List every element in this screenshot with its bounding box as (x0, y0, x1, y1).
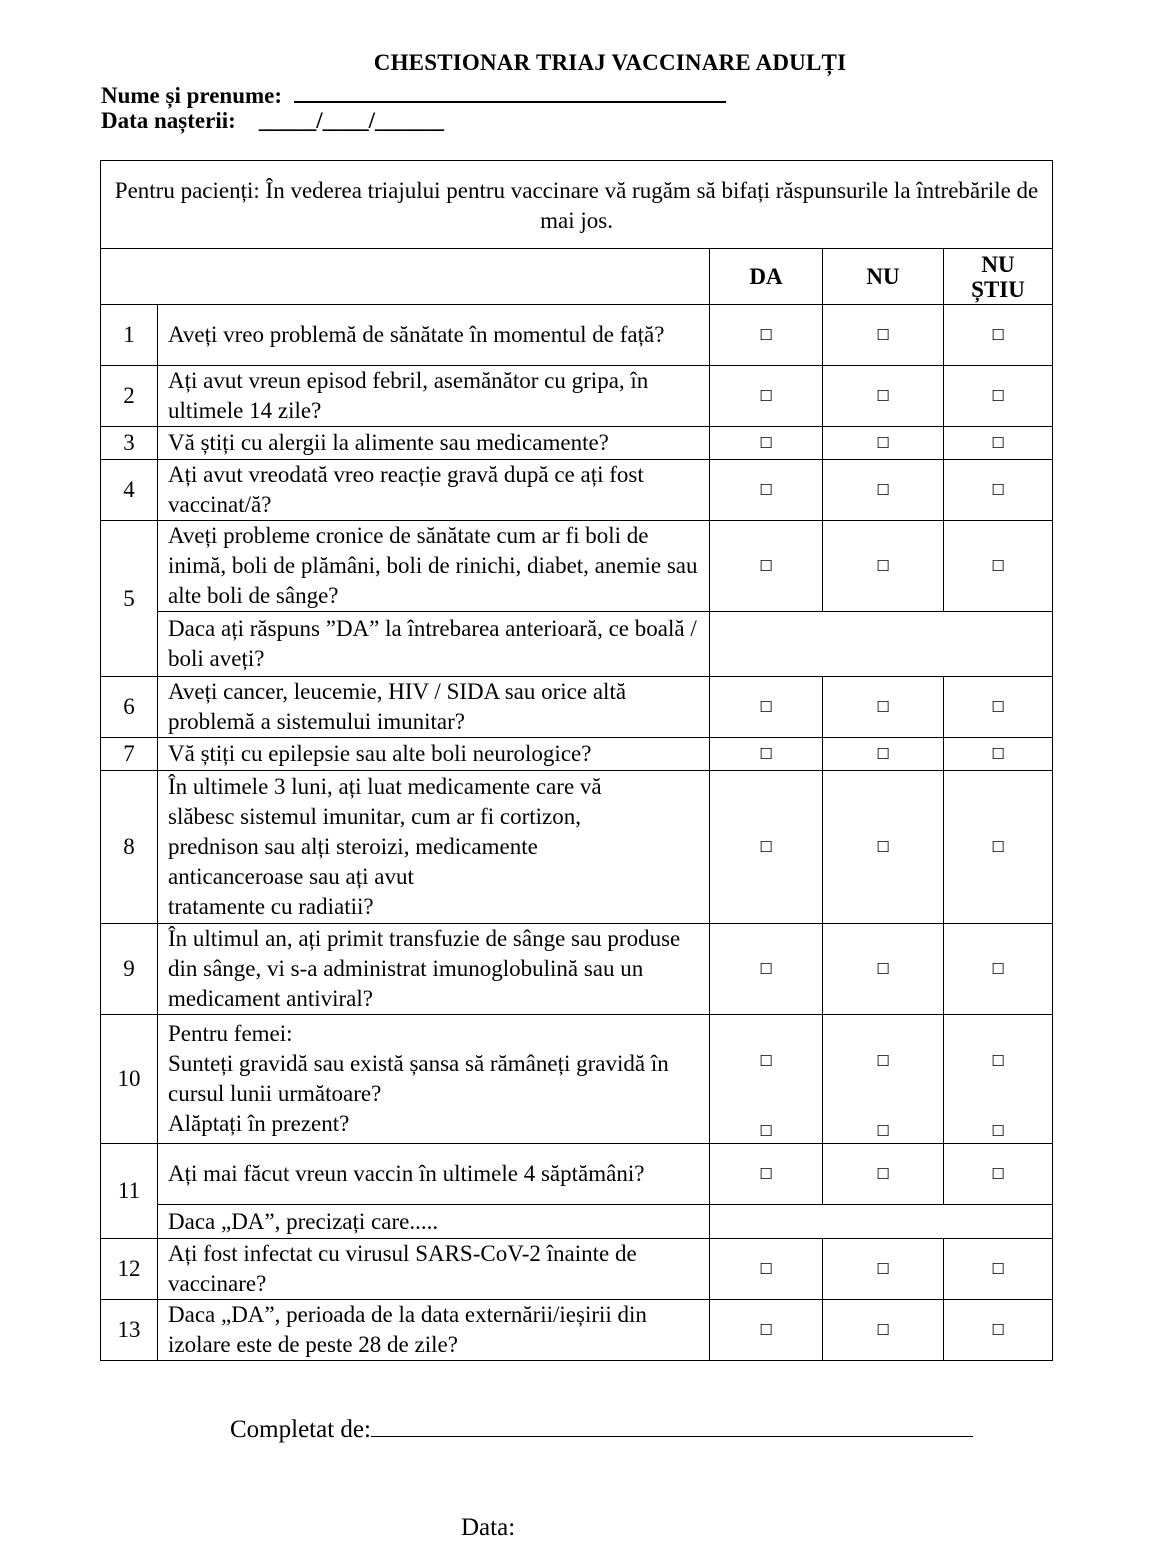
question-line: Sunteți gravidă sau există șansa să rămâneți gravidă în cursul lunii următoare? (168, 1051, 669, 1106)
checkbox-nu-stiu[interactable]: ☐ (944, 427, 1053, 460)
checkbox-da[interactable]: ☐ (710, 771, 823, 924)
checkbox-nu-stiu[interactable]: ☐ (991, 1122, 1005, 1140)
question-line: Pentru femei: (168, 1021, 293, 1046)
checkbox-nu-stiu[interactable]: ☐ (944, 738, 1053, 771)
dob-label: Data nașterii: (101, 108, 236, 133)
question-line: În ultimele 3 luni, ați luat medicamente care vă (168, 774, 602, 799)
checkbox-nu-stiu[interactable]: ☐ (944, 366, 1053, 427)
questionnaire-table (100, 160, 1053, 1361)
question-text: Ați fost infectat cu virusul SARS-CoV-2 înainte de vaccinare? (158, 1239, 710, 1300)
checkbox-da[interactable]: ☐ (710, 1239, 823, 1300)
row-number: 10 (101, 1015, 158, 1144)
row-number: 5 (101, 521, 158, 677)
table-row (101, 460, 1053, 521)
table-row-sub (101, 1205, 1053, 1239)
table-row (101, 677, 1053, 738)
intro-text: Pentru pacienți: În vederea triajului pentru vaccinare vă rugăm să bifați răspunsurile la întrebările de mai jos. (101, 161, 1053, 249)
checkbox-nu[interactable]: ☐ (823, 427, 944, 460)
name-label: Nume și prenume: (101, 83, 283, 108)
question-text: Ați mai făcut vreun vaccin în ultimele 4 săptămâni? (158, 1144, 710, 1205)
question-line: prednison sau alți steroizi, medicamente (168, 834, 538, 859)
checkbox-da[interactable]: ☐ (710, 366, 823, 427)
checkbox-nu-stiu[interactable]: ☐ (944, 305, 1053, 366)
question-line: anticanceroase sau ați avut (168, 864, 414, 889)
checkbox-nu-group (823, 1015, 944, 1144)
table-row (101, 521, 1053, 612)
row-number: 1 (101, 305, 158, 366)
checkbox-nu[interactable]: ☐ (823, 305, 944, 366)
checkbox-nu-stiu[interactable]: ☐ (991, 1052, 1005, 1070)
checkbox-da-group (710, 1015, 823, 1144)
checkbox-nu[interactable]: ☐ (823, 1144, 944, 1205)
row-number: 6 (101, 677, 158, 738)
question-text: Daca „DA”, perioada de la data externării/ieșirii din izolare este de peste 28 de zile? (158, 1300, 710, 1361)
question-line: Alăptați în prezent? (168, 1111, 350, 1136)
table-row (101, 771, 1053, 924)
checkbox-nu[interactable]: ☐ (823, 1300, 944, 1361)
table-row (101, 1239, 1053, 1300)
checkbox-nu-stiu[interactable]: ☐ (944, 460, 1053, 521)
completed-by-line[interactable] (371, 1416, 973, 1437)
checkbox-nu[interactable]: ☐ (876, 1052, 890, 1070)
checkbox-nu-stiu[interactable]: ☐ (944, 677, 1053, 738)
checkbox-nu-stiu[interactable]: ☐ (944, 1300, 1053, 1361)
question-text: Ați avut vreun episod febril, asemănător cu gripa, în ultimele 14 zile? (158, 366, 710, 427)
checkbox-da[interactable]: ☐ (710, 521, 823, 612)
checkbox-da[interactable]: ☐ (710, 305, 823, 366)
row-number: 8 (101, 771, 158, 924)
col-nu-stiu (944, 249, 1053, 305)
checkbox-nu[interactable]: ☐ (823, 677, 944, 738)
checkbox-nu[interactable]: ☐ (876, 1122, 890, 1140)
table-row (101, 738, 1053, 771)
table-row (101, 924, 1053, 1015)
dob-field (101, 108, 444, 134)
question-text: Vă știți cu alergii la alimente sau medicamente? (158, 427, 710, 460)
checkbox-da[interactable]: ☐ (759, 1122, 773, 1140)
table-row (101, 305, 1053, 366)
checkbox-da[interactable]: ☐ (710, 1300, 823, 1361)
checkbox-da[interactable]: ☐ (710, 460, 823, 521)
question-subtext: Daca „DA”, precizați care..... (158, 1205, 710, 1239)
checkbox-nu[interactable]: ☐ (823, 1239, 944, 1300)
question-text (158, 1015, 710, 1144)
name-field (101, 79, 726, 109)
checkbox-nu[interactable]: ☐ (823, 521, 944, 612)
checkbox-da[interactable]: ☐ (759, 1052, 773, 1070)
checkbox-da[interactable]: ☐ (710, 427, 823, 460)
question-text: Ați avut vreodată vreo reacție gravă după ce ați fost vaccinat/ă? (158, 460, 710, 521)
answer-field[interactable] (710, 612, 1053, 677)
checkbox-nu[interactable]: ☐ (823, 738, 944, 771)
row-number: 3 (101, 427, 158, 460)
question-text: Aveți vreo problemă de sănătate în momentul de față? (158, 305, 710, 366)
checkbox-nu-stiu[interactable]: ☐ (944, 1239, 1053, 1300)
row-number: 2 (101, 366, 158, 427)
checkbox-nu[interactable]: ☐ (823, 771, 944, 924)
col-nu-stiu-line2: ȘTIU (971, 276, 1025, 302)
table-row (101, 366, 1053, 427)
checkbox-nu-stiu-group (944, 1015, 1053, 1144)
table-row (101, 1144, 1053, 1205)
date-label: Data: (461, 1514, 516, 1541)
table-row (101, 1300, 1053, 1361)
checkbox-da[interactable]: ☐ (710, 924, 823, 1015)
checkbox-nu[interactable]: ☐ (823, 924, 944, 1015)
name-line[interactable] (294, 79, 726, 103)
question-line: slăbesc sistemul imunitar, cum ar fi cortizon, (168, 804, 581, 829)
checkbox-nu-stiu[interactable]: ☐ (944, 1144, 1053, 1205)
col-da: DA (710, 249, 823, 305)
completed-by-field (230, 1416, 973, 1444)
answer-field[interactable] (710, 1205, 1053, 1239)
question-text: Vă știți cu epilepsie sau alte boli neurologice? (158, 738, 710, 771)
col-nu-stiu-line1: NU (981, 251, 1015, 277)
question-text (158, 771, 710, 924)
checkbox-nu[interactable]: ☐ (823, 460, 944, 521)
question-subtext: Daca ați răspuns ”DA” la întrebarea anterioară, ce boală / boli aveți? (158, 612, 710, 677)
question-text: În ultimul an, ați primit transfuzie de sânge sau produse din sânge, vi s-a administrat imunoglobulină sau un medicament antiviral? (158, 924, 710, 1015)
question-line: tratamente cu radiatii? (168, 894, 374, 919)
completed-by-label: Completat de: (230, 1416, 371, 1443)
checkbox-nu[interactable]: ☐ (823, 366, 944, 427)
row-number: 4 (101, 460, 158, 521)
header-row (101, 249, 1053, 305)
dob-blank[interactable]: _____/____/______ (258, 108, 445, 133)
row-number: 12 (101, 1239, 158, 1300)
table-row (101, 427, 1053, 460)
col-nu: NU (823, 249, 944, 305)
checkbox-nu-stiu[interactable]: ☐ (944, 521, 1053, 612)
checkbox-da[interactable]: ☐ (710, 677, 823, 738)
header-blank (101, 249, 710, 305)
table-row-sub (101, 612, 1053, 677)
row-number: 7 (101, 738, 158, 771)
checkbox-nu-stiu[interactable]: ☐ (944, 924, 1053, 1015)
row-number: 11 (101, 1144, 158, 1239)
question-text: Aveți cancer, leucemie, HIV / SIDA sau orice altă problemă a sistemului imunitar? (158, 677, 710, 738)
document-title: CHESTIONAR TRIAJ VACCINARE ADULȚI (373, 50, 847, 75)
row-number: 9 (101, 924, 158, 1015)
checkbox-da[interactable]: ☐ (710, 738, 823, 771)
question-text: Aveți probleme cronice de sănătate cum ar fi boli de inimă, boli de plămâni, boli de rinichi, diabet, anemie sau alte boli de sânge? (158, 521, 710, 612)
row-number: 13 (101, 1300, 158, 1361)
table-row (101, 1015, 1053, 1144)
checkbox-nu-stiu[interactable]: ☐ (944, 771, 1053, 924)
checkbox-da[interactable]: ☐ (710, 1144, 823, 1205)
